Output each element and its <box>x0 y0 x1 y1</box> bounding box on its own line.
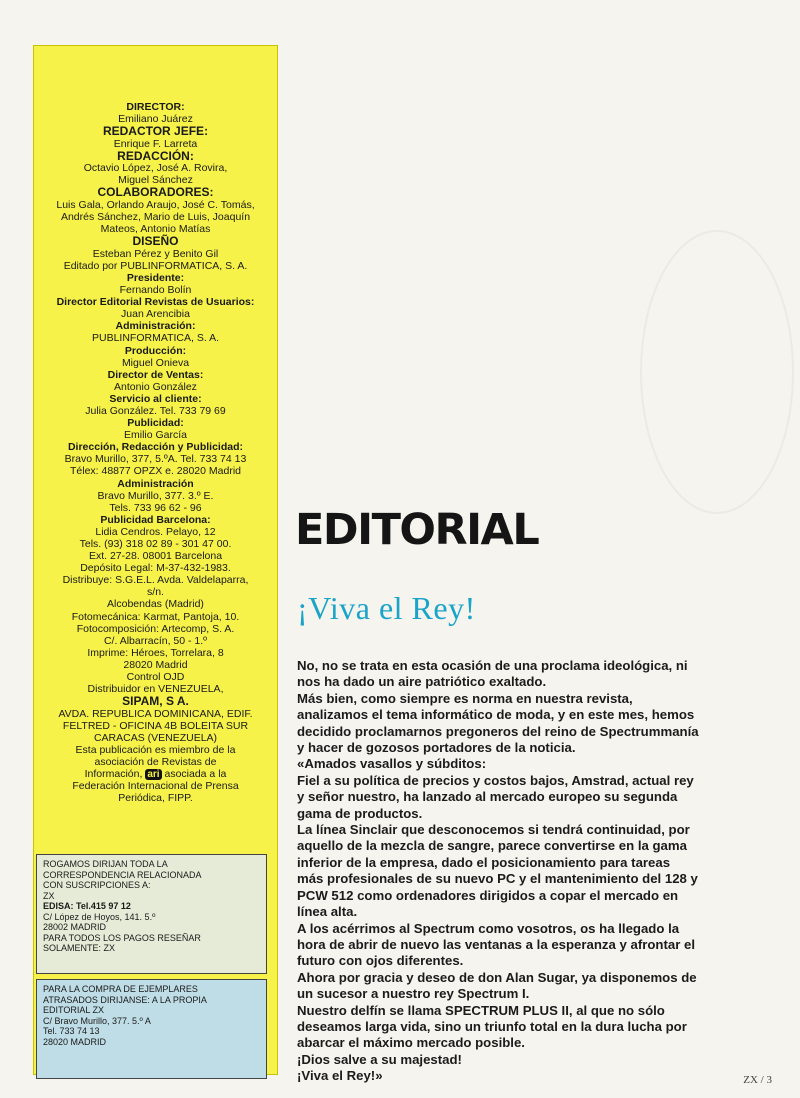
credit-line: Emilio García <box>123 429 187 442</box>
credit-line: Control OJD <box>126 671 185 684</box>
box-line: ROGAMOS DIRIJAN TODA LA <box>43 859 168 869</box>
box-line: PARA TODOS LOS PAGOS RESEÑAR <box>43 932 201 943</box>
credit-line: Antonio González <box>114 380 197 393</box>
body-line: aquello de la mezcla de sangre, parece convertirse en la gama <box>297 838 687 854</box>
body-line: más profesionales de su nuevo PC y el mantenimiento del 128 y <box>297 871 698 887</box>
box-line: PARA LA COMPRA DE EJEMPLARES <box>43 984 198 994</box>
credit-heading: REDACCIÓN: <box>117 148 194 163</box>
body-line: inferior de la empresa, dado el posicionamiento para tareas <box>297 854 671 870</box>
credit-line: AVDA. REPUBLICA DOMINICANA, EDIF. <box>58 707 253 720</box>
background-watermark <box>640 230 794 514</box>
editorial-headline: ¡Viva el Rey! <box>297 590 476 626</box>
credit-line: Esteban Pérez y Benito Gil <box>92 247 219 260</box>
credit-heading: Director Editorial Revistas de Usuarios: <box>56 296 255 309</box>
box-line: 28020 MADRID <box>43 1036 107 1047</box>
credit-line: Ext. 27-28. 08001 Barcelona <box>88 550 223 563</box>
box-line: SOLAMENTE: ZX <box>43 943 116 953</box>
credit-line: s/n. <box>147 586 164 599</box>
credit-line-logo <box>34 768 277 780</box>
body-line: un sucesor a nuestro rey Spectrum I. <box>297 986 530 1002</box>
editorial-title: EDITORIAL <box>295 505 539 555</box>
credit-line: C/. Albarracín, 50 - 1.º <box>103 634 208 647</box>
body-line: y señor nuestro, ha lanzado al mercado europeo su segunda <box>297 789 678 805</box>
box-line: CORRESPONDENCIA RELACIONADA <box>43 869 202 880</box>
credit-text: asociada a la <box>164 768 227 781</box>
credit-line: CARACAS (VENEZUELA) <box>93 731 218 744</box>
credit-line: FELTRED - OFICINA 4B BOLEITA SUR <box>62 719 249 732</box>
credit-heading: Servicio al cliente: <box>109 392 202 405</box>
body-line: nos ha dado un aire patriótico exaltado. <box>297 674 547 690</box>
body-line: futuro con ojos diferentes. <box>297 953 464 969</box>
credit-line: Tels. 733 96 62 - 96 <box>109 501 202 514</box>
credit-line: Distribuidor en VENEZUELA, <box>87 683 224 696</box>
credit-heading: Dirección, Redacción y Publicidad: <box>67 441 244 454</box>
ari-logo: ari <box>147 769 160 781</box>
credit-heading: REDACTOR JEFE: <box>102 124 209 139</box>
credit-line: Télex: 48877 OPZX e. 28020 Madrid <box>69 465 241 478</box>
credit-line: Bravo Murillo, 377, 5.ºA. Tel. 733 74 13 <box>64 453 247 466</box>
credit-line: Octavio López, José A. Rovira, <box>83 162 228 175</box>
credit-line: Editado por PUBLINFORMATICA, S. A. <box>63 259 248 272</box>
credit-line: Imprime: Héroes, Torrelara, 8 <box>87 646 224 659</box>
body-line: línea alta. <box>297 904 358 920</box>
credit-heading: COLABORADORES: <box>97 185 214 200</box>
credit-line: Federación Internacional de Prensa <box>72 780 239 793</box>
credit-line: Depósito Legal: M-37-432-1983. <box>80 562 231 575</box>
credit-line: Miguel Sánchez <box>118 174 193 187</box>
credit-line: Periódica, FIPP. <box>118 792 193 805</box>
credit-heading: Publicidad Barcelona: <box>100 513 211 526</box>
subscriptions-box <box>36 854 267 974</box>
body-line: Nuestro delfín se llama SPECTRUM PLUS II, al que no sólo <box>297 1002 665 1018</box>
body-line: Más bien, como siempre es norma en nuestra revista, <box>297 690 633 706</box>
box-line: ZX <box>43 890 55 901</box>
box-line: CON SUSCRIPCIONES A: <box>43 880 151 890</box>
credit-heading: DISEÑO <box>132 234 179 249</box>
credit-line: Andrés Sánchez, Mario de Luis, Joaquín <box>60 211 251 224</box>
credit-line: Distribuye: S.G.E.L. Avda. Valdelaparra, <box>62 574 249 587</box>
credit-heading: Publicidad: <box>127 417 184 430</box>
back-issues-box <box>36 979 267 1079</box>
credit-line: Tels. (93) 318 02 89 - 301 47 00. <box>79 538 232 550</box>
credit-heading: Presidente: <box>126 271 185 284</box>
credit-line: Fotocomposición: Artecomp, S. A. <box>76 622 235 635</box>
body-line: ¡Dios salve a su majestad! <box>297 1051 462 1067</box>
masthead-credits <box>34 101 277 804</box>
body-line: No, no se trata en esta ocasión de una proclama ideológica, ni <box>297 658 688 673</box>
credit-line: Alcobendas (Madrid) <box>107 598 204 611</box>
credit-line: Miguel Onieva <box>121 356 190 369</box>
body-line: analizamos el tema informático de moda, y en este mes, hemos <box>297 707 695 723</box>
body-line: deseamos larga vida, sino un triunfo total en la dura lucha por <box>297 1018 687 1034</box>
credit-line: PUBLINFORMATICA, S. A. <box>92 332 219 345</box>
body-line: Ahora por gracia y deseo de don Alan Sugar, ya disponemos de <box>297 969 697 985</box>
credit-heading: Director de Ventas: <box>107 368 204 381</box>
credit-heading: Administración <box>117 477 194 490</box>
page-number: ZX / 3 <box>743 1074 772 1086</box>
body-line: PCW 512 como ordenadores dirigidos a copar el mercado en <box>297 887 679 903</box>
box-line: EDISA: Tel.415 97 12 <box>43 901 131 911</box>
credit-line: Juan Arencibia <box>121 308 190 321</box>
body-line: «Amados vasallos y súbditos: <box>297 756 487 772</box>
credit-line: Mateos, Antonio Matías <box>100 223 211 236</box>
credit-line: Fotomecánica: Karmat, Pantoja, 10. <box>71 610 240 623</box>
credit-line: 28020 Madrid <box>123 658 188 671</box>
body-line: La línea Sinclair que desconocemos si tendrá continuidad, por <box>297 822 690 838</box>
credit-heading: DIRECTOR: <box>126 101 185 113</box>
credit-line: Bravo Murillo, 377. 3.º E. <box>97 489 214 502</box>
body-line: ¡Viva el Rey!» <box>297 1068 383 1084</box>
masthead-panel <box>33 45 278 1075</box>
credit-line: Lidia Cendros. Pelayo, 12 <box>95 525 216 538</box>
body-line: decidido proclamarnos pregoneros del reino de Spectrummanía <box>297 723 699 739</box>
credit-line: Enrique F. Larreta <box>113 137 198 150</box>
credit-heading: Producción: <box>124 344 187 357</box>
credit-line: Julia González. Tel. 733 79 69 <box>85 404 226 417</box>
credit-heading: Administración: <box>115 320 196 333</box>
box-line: C/ Bravo Murillo, 377. 5.º A <box>43 1015 151 1026</box>
box-line: C/ López de Hoyos, 141. 5.º <box>43 911 156 922</box>
box-line: 28002 MADRID <box>43 922 107 932</box>
credit-line: Fernando Bolín <box>119 284 192 297</box>
box-line: Tel. 733 74 13 <box>43 1026 100 1036</box>
body-line: Fiel a su política de precios y costos bajos, Amstrad, actual rey <box>297 772 694 788</box>
box-line: ATRASADOS DIRIJANSE: A LA PROPIA <box>43 994 207 1005</box>
body-line: A los acérrimos al Spectrum como vosotros, os ha llegado la <box>297 920 680 936</box>
credit-text: Información, <box>84 768 143 781</box>
body-line: y hacer de gozosos portadores de la noticia. <box>297 740 576 756</box>
box-line: EDITORIAL ZX <box>43 1005 105 1015</box>
body-line: abarcar el máximo mercado posible. <box>297 1035 525 1051</box>
credit-line: Esta publicación es miembro de la <box>75 744 236 756</box>
editorial-body <box>297 658 787 1085</box>
credit-line: asociación de Revistas de <box>94 756 217 769</box>
credit-line: Luis Gala, Orlando Araujo, José C. Tomás, <box>56 198 255 211</box>
body-line: hora de abrir de nuevo las ventanas a la esperanza y afrontar el <box>297 936 695 952</box>
credit-line: Emiliano Juárez <box>118 113 193 126</box>
credit-heading: SIPAM, S A. <box>122 694 189 709</box>
body-line: gama de productos. <box>297 805 423 821</box>
